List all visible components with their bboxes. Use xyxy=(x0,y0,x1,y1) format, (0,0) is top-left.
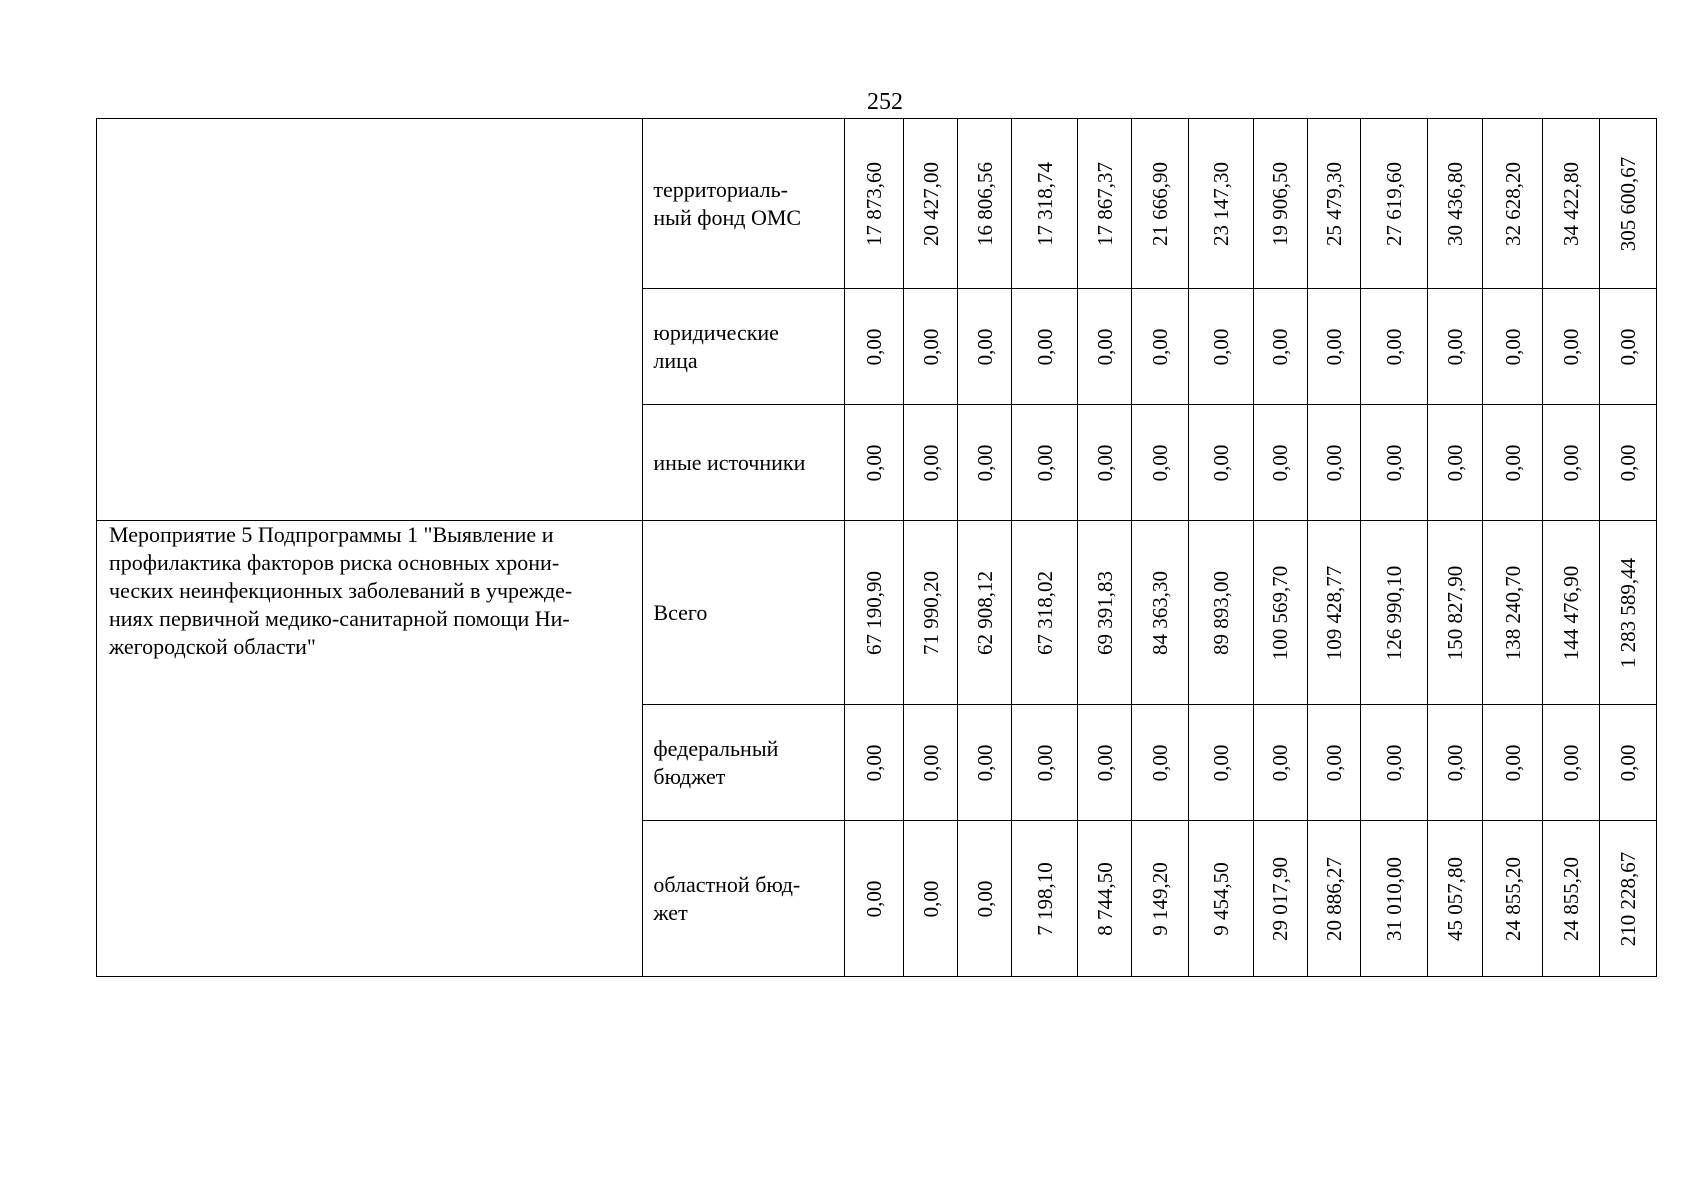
value-cell xyxy=(1253,521,1307,705)
value-cell xyxy=(1428,521,1483,705)
value-text: 0,00 xyxy=(1092,744,1117,781)
value-cell xyxy=(1078,821,1131,977)
value-text: 0,00 xyxy=(1208,744,1233,781)
value-cell xyxy=(958,821,1012,977)
value-text: 210 228,67 xyxy=(1615,851,1640,946)
source-label-line: ный фонд ОМС xyxy=(653,204,802,230)
value-cell xyxy=(1188,821,1253,977)
value-cell xyxy=(1012,821,1078,977)
value-text: 0,00 xyxy=(1443,744,1468,781)
value-text: 0,00 xyxy=(1382,444,1407,481)
value-cell xyxy=(1131,119,1188,289)
table-row xyxy=(97,119,1657,289)
value-cell xyxy=(1542,821,1599,977)
value-cell xyxy=(1188,705,1253,821)
value-text: 27 619,60 xyxy=(1382,161,1407,246)
value-cell xyxy=(1483,821,1542,977)
value-cell xyxy=(1188,521,1253,705)
value-text: 0,00 xyxy=(1268,328,1293,365)
value-text: 9 454,50 xyxy=(1208,861,1233,936)
value-text: 30 436,80 xyxy=(1443,161,1468,246)
value-cell xyxy=(904,405,958,521)
value-text: 144 476,90 xyxy=(1558,565,1583,660)
value-text: 0,00 xyxy=(861,880,886,917)
value-cell xyxy=(1361,289,1428,405)
source-label-line: жет xyxy=(653,899,688,925)
value-cell xyxy=(1308,289,1361,405)
value-cell xyxy=(904,289,958,405)
value-text: 71 990,20 xyxy=(918,570,943,655)
value-cell xyxy=(1078,705,1131,821)
value-text: 67 190,90 xyxy=(861,570,886,655)
value-cell xyxy=(958,705,1012,821)
value-cell xyxy=(1599,521,1656,705)
value-text: 0,00 xyxy=(972,744,997,781)
value-cell xyxy=(1599,821,1656,977)
value-text: 0,00 xyxy=(1092,328,1117,365)
value-cell xyxy=(1012,405,1078,521)
value-cell xyxy=(1078,289,1131,405)
source-label-line: лица xyxy=(653,347,698,373)
value-text: 0,00 xyxy=(861,744,886,781)
value-cell xyxy=(1308,821,1361,977)
source-label-line: Всего xyxy=(653,599,708,625)
value-text: 0,00 xyxy=(1147,328,1172,365)
value-cell xyxy=(1308,119,1361,289)
value-cell xyxy=(1483,289,1542,405)
value-cell xyxy=(1428,289,1483,405)
value-cell xyxy=(1131,405,1188,521)
value-text: 0,00 xyxy=(1268,444,1293,481)
value-text: 89 893,00 xyxy=(1208,570,1233,655)
value-cell xyxy=(1483,521,1542,705)
value-cell xyxy=(1012,289,1078,405)
value-text: 21 666,90 xyxy=(1147,161,1172,246)
value-text: 0,00 xyxy=(1322,444,1347,481)
value-text: 0,00 xyxy=(1443,328,1468,365)
value-text: 126 990,10 xyxy=(1382,565,1407,660)
value-cell xyxy=(1078,405,1131,521)
value-cell xyxy=(1599,705,1656,821)
source-label-line: федеральный xyxy=(653,735,779,761)
value-cell xyxy=(844,821,903,977)
value-text: 84 363,30 xyxy=(1147,570,1172,655)
value-text: 0,00 xyxy=(861,444,886,481)
value-text: 100 569,70 xyxy=(1268,565,1293,660)
program-title-cell xyxy=(97,521,643,977)
value-text: 24 855,20 xyxy=(1500,856,1525,941)
value-text: 0,00 xyxy=(1558,444,1583,481)
source-cell xyxy=(643,821,845,977)
value-text: 24 855,20 xyxy=(1558,856,1583,941)
value-text: 69 391,83 xyxy=(1092,570,1117,655)
page-number: 252 xyxy=(867,89,903,115)
value-cell xyxy=(1428,821,1483,977)
value-text: 0,00 xyxy=(1322,328,1347,365)
value-cell xyxy=(844,119,903,289)
source-label-line: юридические xyxy=(653,319,779,345)
value-cell xyxy=(1599,405,1656,521)
value-cell xyxy=(1253,119,1307,289)
source-cell xyxy=(643,405,845,521)
value-cell xyxy=(1542,405,1599,521)
value-cell xyxy=(1428,705,1483,821)
value-text: 34 422,80 xyxy=(1558,161,1583,246)
value-cell xyxy=(958,119,1012,289)
value-text: 0,00 xyxy=(918,444,943,481)
value-cell xyxy=(1599,289,1656,405)
value-cell xyxy=(1428,119,1483,289)
program-title-line: Мероприятие 5 Подпрограммы 1 "Выявление и xyxy=(109,522,554,547)
value-text: 0,00 xyxy=(1032,444,1057,481)
value-cell xyxy=(904,521,958,705)
value-text: 0,00 xyxy=(1500,744,1525,781)
value-text: 0,00 xyxy=(1032,744,1057,781)
source-label-line: территориаль- xyxy=(653,176,788,202)
value-cell xyxy=(1361,821,1428,977)
value-cell xyxy=(958,521,1012,705)
value-cell xyxy=(1542,521,1599,705)
value-cell xyxy=(1483,705,1542,821)
value-cell xyxy=(1131,521,1188,705)
value-text: 0,00 xyxy=(1615,328,1640,365)
value-cell xyxy=(844,289,903,405)
value-text: 0,00 xyxy=(1500,328,1525,365)
value-text: 0,00 xyxy=(1032,328,1057,365)
value-cell xyxy=(1361,521,1428,705)
value-cell xyxy=(1253,289,1307,405)
value-text: 0,00 xyxy=(1092,444,1117,481)
value-text: 1 283 589,44 xyxy=(1615,557,1640,668)
value-cell xyxy=(1308,521,1361,705)
value-text: 23 147,30 xyxy=(1208,161,1233,246)
value-cell xyxy=(1308,405,1361,521)
value-text: 0,00 xyxy=(1322,744,1347,781)
value-cell xyxy=(1188,289,1253,405)
value-text: 0,00 xyxy=(1382,328,1407,365)
value-text: 138 240,70 xyxy=(1500,565,1525,660)
source-cell xyxy=(643,289,845,405)
value-text: 8 744,50 xyxy=(1092,861,1117,936)
value-text: 150 827,90 xyxy=(1443,565,1468,660)
value-text: 0,00 xyxy=(861,328,886,365)
value-text: 0,00 xyxy=(1615,444,1640,481)
value-cell xyxy=(904,821,958,977)
value-text: 0,00 xyxy=(1147,744,1172,781)
value-cell xyxy=(958,405,1012,521)
value-text: 0,00 xyxy=(1208,444,1233,481)
value-text: 20 427,00 xyxy=(918,161,943,246)
value-cell xyxy=(1131,821,1188,977)
program-title-line: жегородской области" xyxy=(109,634,316,659)
value-cell xyxy=(1188,119,1253,289)
value-cell xyxy=(1361,119,1428,289)
value-cell xyxy=(904,705,958,821)
value-text: 0,00 xyxy=(1208,328,1233,365)
source-cell xyxy=(643,119,845,289)
value-cell xyxy=(844,705,903,821)
value-cell xyxy=(1253,821,1307,977)
value-cell xyxy=(1012,119,1078,289)
value-cell xyxy=(904,119,958,289)
value-text: 0,00 xyxy=(918,328,943,365)
value-cell xyxy=(1131,289,1188,405)
value-cell xyxy=(1078,119,1131,289)
value-cell xyxy=(1428,405,1483,521)
value-cell xyxy=(1542,289,1599,405)
value-cell xyxy=(1361,405,1428,521)
value-text: 19 906,50 xyxy=(1268,161,1293,246)
value-cell xyxy=(1012,521,1078,705)
source-cell xyxy=(643,705,845,821)
program-title-line: профилактика факторов риска основных хрони- xyxy=(109,550,560,575)
source-label-line: бюджет xyxy=(653,763,726,789)
value-cell xyxy=(844,521,903,705)
value-cell xyxy=(1542,119,1599,289)
value-cell xyxy=(1188,405,1253,521)
value-text: 0,00 xyxy=(972,328,997,365)
value-cell xyxy=(958,289,1012,405)
value-text: 9 149,20 xyxy=(1147,861,1172,936)
value-text: 0,00 xyxy=(918,880,943,917)
value-text: 305 600,67 xyxy=(1615,156,1640,251)
value-text: 0,00 xyxy=(1147,444,1172,481)
value-text: 45 057,80 xyxy=(1443,856,1468,941)
budget-table xyxy=(96,118,1657,977)
table-row xyxy=(97,521,1657,705)
source-label-line: иные источники xyxy=(653,449,806,475)
value-cell xyxy=(1131,705,1188,821)
value-text: 31 010,00 xyxy=(1382,856,1407,941)
value-text: 0,00 xyxy=(1382,744,1407,781)
value-cell xyxy=(1253,405,1307,521)
value-text: 62 908,12 xyxy=(972,570,997,655)
value-text: 0,00 xyxy=(1443,444,1468,481)
value-text: 0,00 xyxy=(1615,744,1640,781)
value-text: 17 318,74 xyxy=(1032,161,1057,246)
value-text: 29 017,90 xyxy=(1268,856,1293,941)
value-text: 17 867,37 xyxy=(1092,161,1117,246)
value-text: 0,00 xyxy=(972,880,997,917)
program-title-line: ниях первичной медико-санитарной помощи Ни- xyxy=(109,606,570,631)
value-text: 25 479,30 xyxy=(1322,161,1347,246)
value-cell xyxy=(1078,521,1131,705)
value-text: 0,00 xyxy=(972,444,997,481)
source-label-line: областной бюд- xyxy=(653,871,801,897)
value-cell xyxy=(844,405,903,521)
program-title-line: ческих неинфекционных заболеваний в учрежде- xyxy=(109,578,573,603)
value-cell xyxy=(1253,705,1307,821)
value-text: 109 428,77 xyxy=(1322,565,1347,660)
value-text: 32 628,20 xyxy=(1500,161,1525,246)
value-cell xyxy=(1483,405,1542,521)
value-cell xyxy=(1361,705,1428,821)
value-text: 17 873,60 xyxy=(861,161,886,246)
value-cell xyxy=(1542,705,1599,821)
source-cell xyxy=(643,521,845,705)
value-cell xyxy=(1599,119,1656,289)
value-cell xyxy=(1012,705,1078,821)
value-text: 0,00 xyxy=(1500,444,1525,481)
program-cell-empty xyxy=(97,119,643,521)
value-text: 0,00 xyxy=(1268,744,1293,781)
value-text: 16 806,56 xyxy=(972,161,997,246)
value-text: 67 318,02 xyxy=(1032,570,1057,655)
value-text: 0,00 xyxy=(918,744,943,781)
value-text: 20 886,27 xyxy=(1322,856,1347,941)
value-text: 0,00 xyxy=(1558,328,1583,365)
value-text: 0,00 xyxy=(1558,744,1583,781)
value-cell xyxy=(1483,119,1542,289)
value-cell xyxy=(1308,705,1361,821)
value-text: 7 198,10 xyxy=(1032,861,1057,936)
